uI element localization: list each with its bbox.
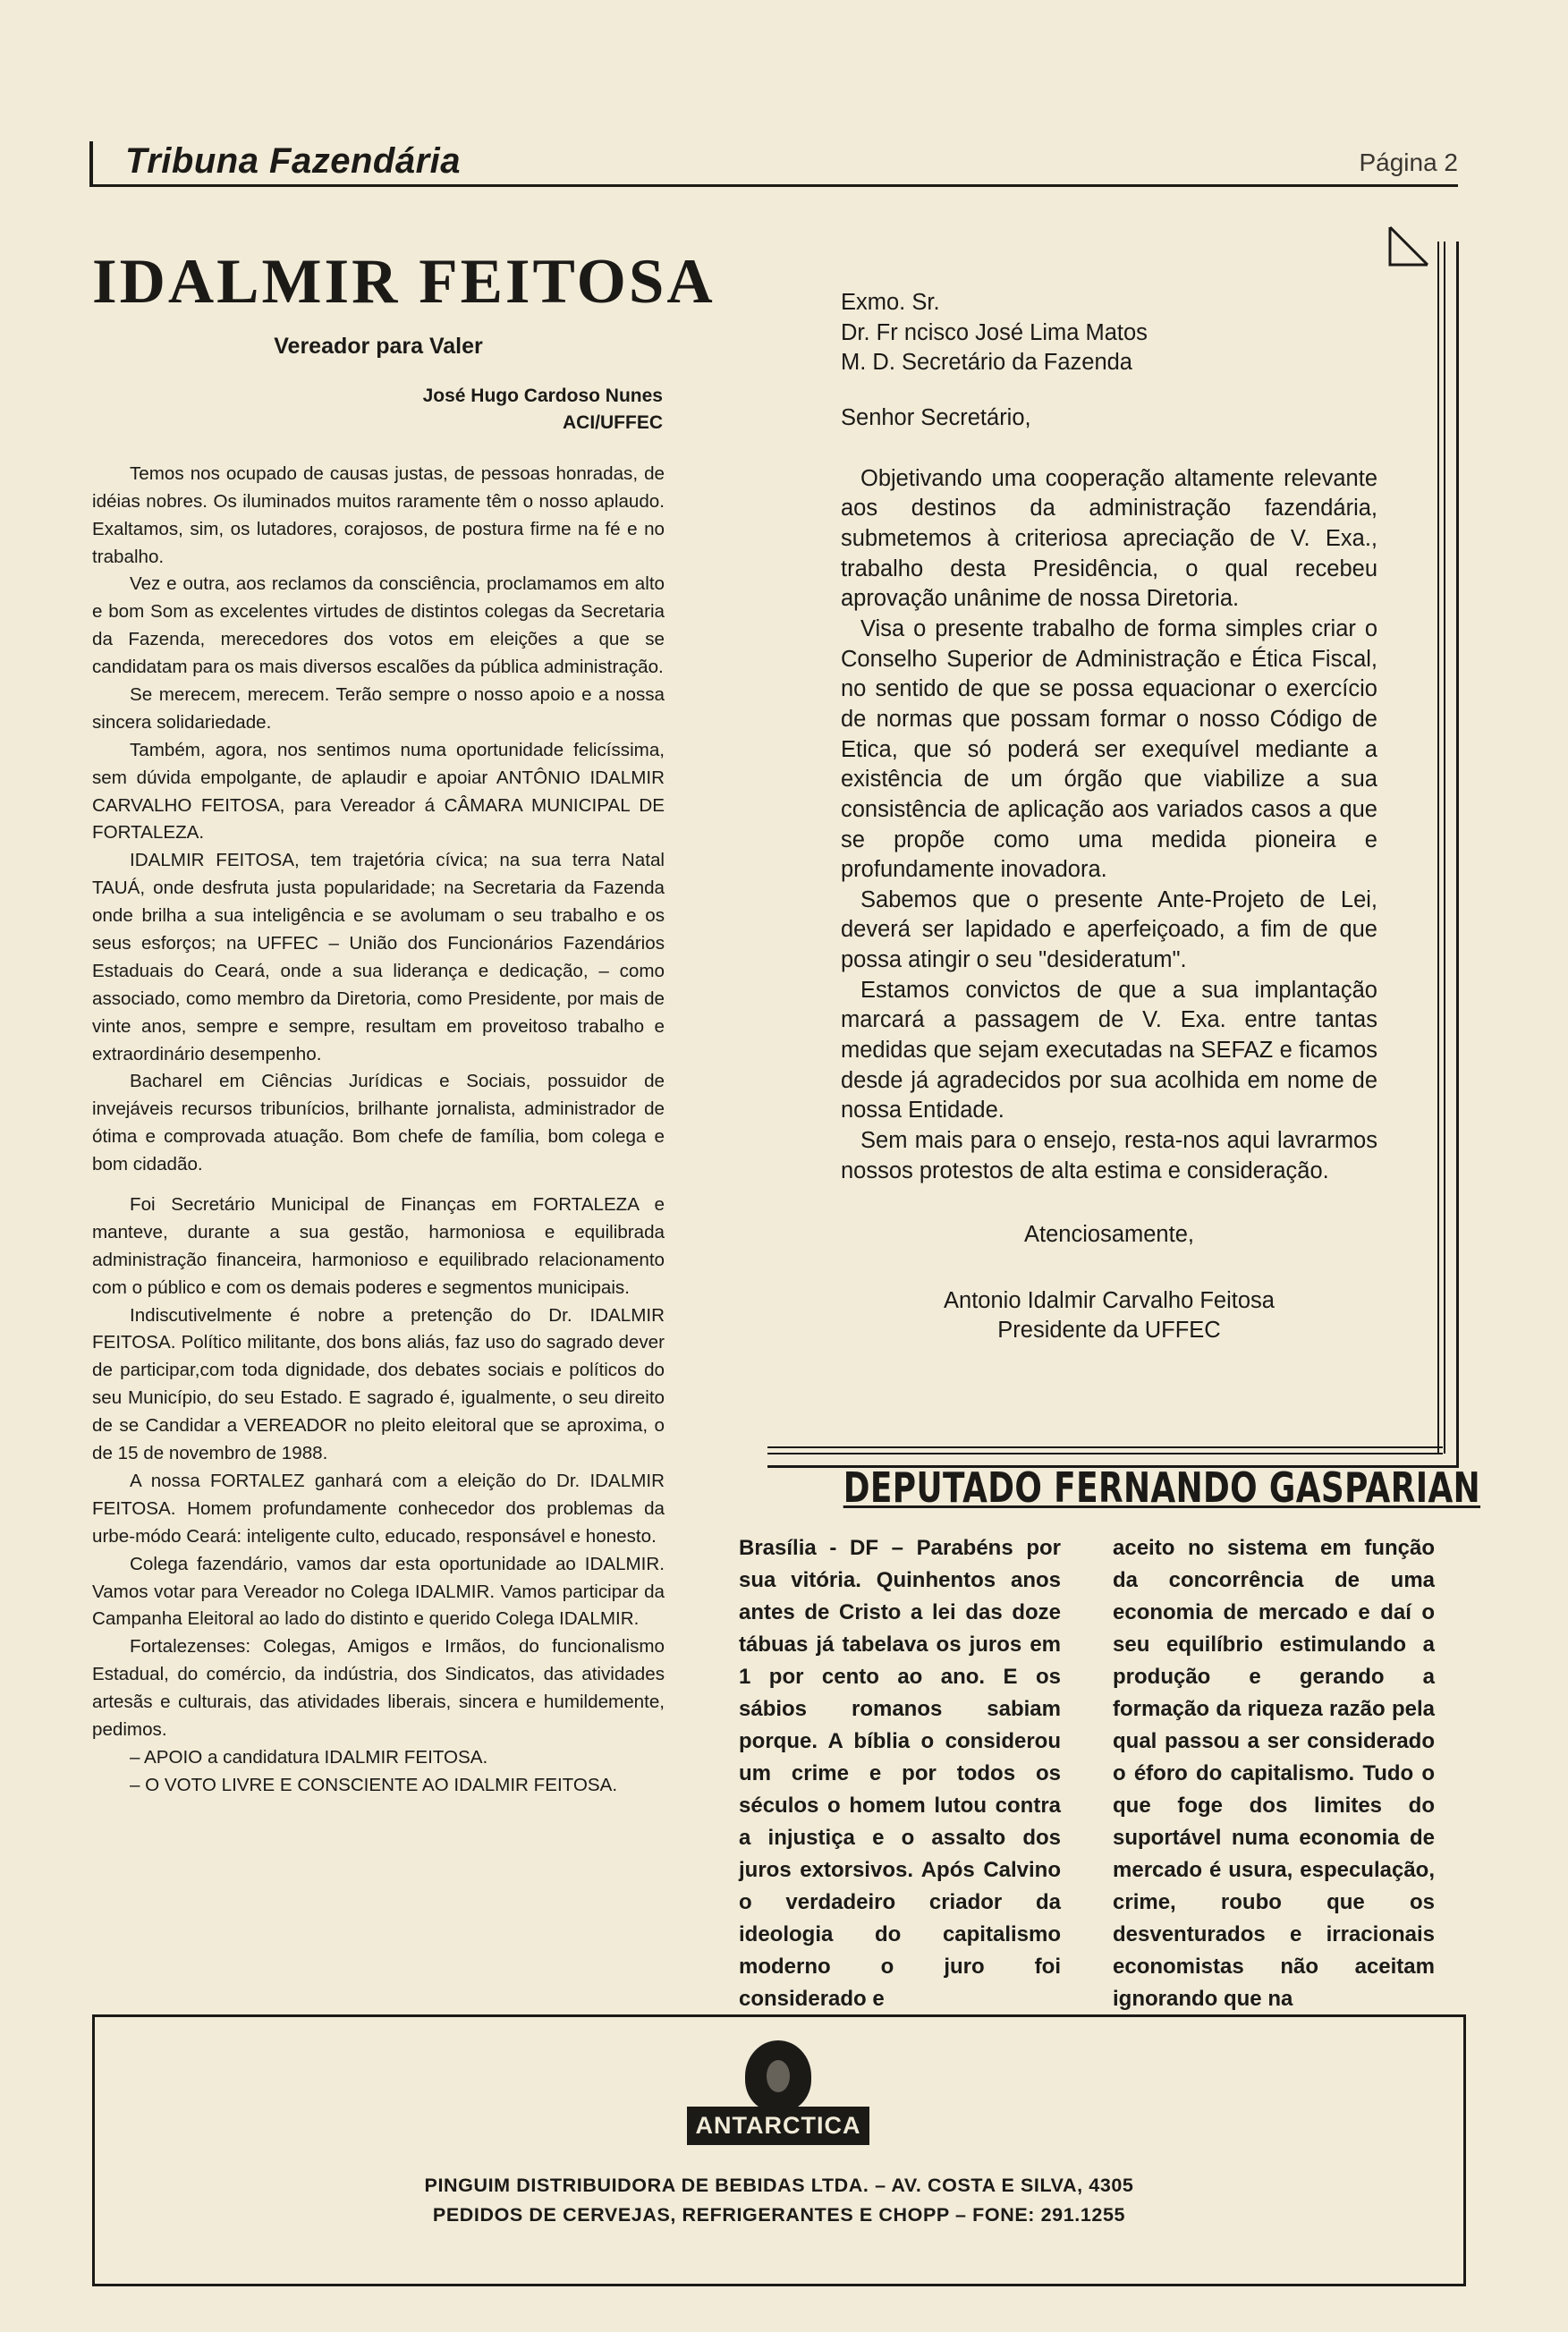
header-rule (89, 141, 93, 186)
signer-title: Presidente da UFFEC (997, 1318, 1221, 1344)
letter-signature (841, 1286, 1377, 1345)
letter-address (841, 288, 1377, 378)
page-number: Página 2 (1359, 148, 1458, 176)
page-header (89, 132, 1458, 187)
article-paragraph: – O VOTO LIVRE E CONSCIENTE AO IDALMIR FEITOSA. (130, 1774, 618, 1795)
page-fold-corner-icon (1386, 224, 1431, 268)
article-paragraph: – APOIO a candidatura IDALMIR FEITOSA. (130, 1746, 488, 1768)
publication-title: Tribuna Fazendária (125, 141, 462, 181)
article-paragraph: Fortalezenses: Colegas, Amigos e Irmãos, do funcionalismo Estadual, do comércio, da indústria, dos Sindicatos, das atividades artesãs e culturais, das atividades liberais, sincera e humildemente, pedimos. (92, 1636, 665, 1740)
letter-paragraph: Sem mais para o ensejo, resta-nos aqui lavrarmos nossos protestos de alta estima e consideração. (841, 1128, 1377, 1183)
ad-line: PINGUIM DISTRIBUIDORA DE BEBIDAS LTDA. – AV. COSTA E SILVA, 4305 (424, 2175, 1134, 2196)
idalmir-article (92, 247, 716, 1800)
article-paragraph: Se merecem, merecem. Terão sempre o nosso apoio e a nossa sincera solidariedade. (92, 684, 665, 733)
brand-name: ANTARCTICA (687, 2107, 870, 2145)
letter-closing: Atenciosamente, (1024, 1222, 1194, 1248)
letter-text (841, 288, 1377, 1345)
letter-salutation: Senhor Secretário, (841, 404, 1031, 430)
article-body (92, 461, 665, 1800)
address-line: Exmo. Sr. (841, 290, 940, 315)
author-org: ACI/UFFEC (563, 412, 663, 434)
signer-name: Antonio Idalmir Carvalho Feitosa (944, 1288, 1275, 1314)
box-vertical-double-rule (1437, 242, 1445, 1454)
antarctica-logo (676, 2040, 880, 2145)
article-paragraph: IDALMIR FEITOSA, tem trajetória cívica; na sua terra Natal TAUÁ, onde desfruta justa popularidade; na Secretaria da Fazenda onde brilha a sua inteligência e se avolumam o seu trabalho e os seus esforços; na UFFEC – União dos Funcionários Fazendários Estaduais do Ceará, onde a sua liderança e dedicação, – como associado, como membro da Diretoria, como Presidente, por mais de vinte anos, sempre e sempre, resultam em proveitoso trabalho e extraordinário desempenho. (92, 850, 665, 1064)
article-paragraph: Temos nos ocupado de causas justas, de pessoas honradas, de idéias nobres. Os iluminados muitos raramente têm o nosso aplaudo. Exaltamos, sim, os lutadores, corajosos, de postura firme na fé e no trabalho. (92, 462, 665, 567)
box-horizontal-double-rule (767, 1446, 1443, 1454)
advertisement-text (95, 2171, 1463, 2231)
advertisement-box (92, 2014, 1466, 2286)
deputado-column-1: Brasília - DF – Parabéns por sua vitória. Quinhentos anos antes de Cristo a lei das doze tábuas já tabelava os juros em 1 por cento ao ano. E os sábios romanos sabiam porque. A bíblia o considerou um crime e por todos os séculos o homem lutou contra a injustiça e o assalto dos juros extorsivos. Após Calvino o verdadeiro criador da ideologia do capitalismo moderno o juro foi considerado e (739, 1536, 1061, 2011)
letter-box (767, 242, 1459, 1468)
ad-line: PEDIDOS DE CERVEJAS, REFRIGERANTES E CHOPP – FONE: 291.1255 (432, 2204, 1126, 2226)
article-headline: IDALMIR FEITOSA (92, 247, 716, 317)
article-paragraph: Bacharel em Ciências Jurídicas e Sociais, possuidor de invejáveis recursos tribunícios, brilhante jornalista, administrador de ótima e comprovada atuação. Bom chefe de família, bom colega e bom cidadão. (92, 1071, 665, 1175)
article-paragraph: Vez e outra, aos reclamos da consciência, proclamamos em alto e bom Som as excelentes virtudes de distintos colegas da Secretaria da Fazenda, merecedores dos votos em eleições a que se candidatam para os mais diversos escalões da pública administração. (92, 573, 665, 678)
article-byline (92, 383, 665, 437)
letter-paragraph: Estamos convictos de que a sua implantação marcará a passagem de V. Exa. entre tantas medidas que sejam executadas na SEFAZ e ficamos desde já agradecidos por sua acolhida em nome de nossa Entidade. (841, 977, 1377, 1124)
author-name: José Hugo Cardoso Nunes (422, 386, 663, 406)
deputado-headline: DEPUTADO FERNANDO GASPARIAN (843, 1463, 1481, 1512)
letter-paragraph: Visa o presente trabalho de forma simples criar o Conselho Superior de Administração e Ética Fiscal, no sentido de que se possa equacionar o exercício de normas que possam formar o nosso Código de Etica, que só poderá ser exequível mediante a existência de um órgão que viabilize a sua consistência de aplicação aos variados casos a que se propõe como uma medida pioneira e profundamente inovadora. (841, 615, 1377, 883)
article-paragraph: Colega fazendário, vamos dar esta oportunidade ao IDALMIR. Vamos votar para Vereador no Colega IDALMIR. Vamos participar da Campanha Eleitoral ao lado do distinto e querido Colega IDALMIR. (92, 1553, 665, 1630)
address-line: M. D. Secretário da Fazenda (841, 350, 1132, 376)
letter-paragraph: Sabemos que o presente Ante-Projeto de Lei, deverá ser lapidado e aperfeiçoado, a fim de que possa atingir o seu "desideratum". (841, 886, 1377, 973)
deputado-column-2: aceito no sistema em função da concorrência de uma economia de mercado e daí o seu equilíbrio estimulando a produção e gerando a formação da riqueza razão pela qual passou a ser considerado o éforo do capitalismo. Tudo o que foge dos limites do suportável numa economia de mercado é usura, especulação, crime, roubo que os desventurados e irracionais economistas não aceitam ignorando que na (1113, 1536, 1435, 2011)
article-subtitle: Vereador para Valer (274, 334, 483, 359)
address-line: Dr. Fr ncisco José Lima Matos (841, 319, 1148, 345)
penguin-emblem-icon (745, 2040, 811, 2112)
article-paragraph: A nossa FORTALEZ ganhará com a eleição do Dr. IDALMIR FEITOSA. Homem profundamente conhecedor dos problemas da urbe-módo Ceará: inteligente culto, educado, responsável e honesto. (92, 1470, 665, 1547)
article-paragraph: Indiscutivelmente é nobre a pretenção do Dr. IDALMIR FEITOSA. Político militante, dos bons aliás, faz uso do sagrado dever de participar,com toda dignidade, dos debates sociais e políticos do seu Município, do seu Estado. E sagrado é, igualmente, o seu direito de se Candidar a VEREADOR no pleito eleitoral que se aproxima, o de 15 de novembro de 1988. (92, 1304, 665, 1464)
article-paragraph: Também, agora, nos sentimos numa oportunidade felicíssima, sem dúvida empolgante, de aplaudir e apoiar ANTÔNIO IDALMIR CARVALHO FEITOSA, para Vereador á CÂMARA MUNICIPAL DE FORTALEZA. (92, 739, 665, 844)
article-paragraph: Foi Secretário Municipal de Finanças em FORTALEZA e manteve, durante a sua gestão, harmoniosa e equilibrada administração financeira, harmonioso e equilibrado relacionamento com o público e com os demais poderes e segmentos municipais. (92, 1194, 665, 1298)
letter-paragraph: Objetivando uma cooperação altamente relevante aos destinos da administração fazendária, submetemos à criteriosa apreciação de V. Exa., trabalho desta Presidência, o qual recebeu aprovação unânime de nossa Diretoria. (841, 465, 1377, 612)
